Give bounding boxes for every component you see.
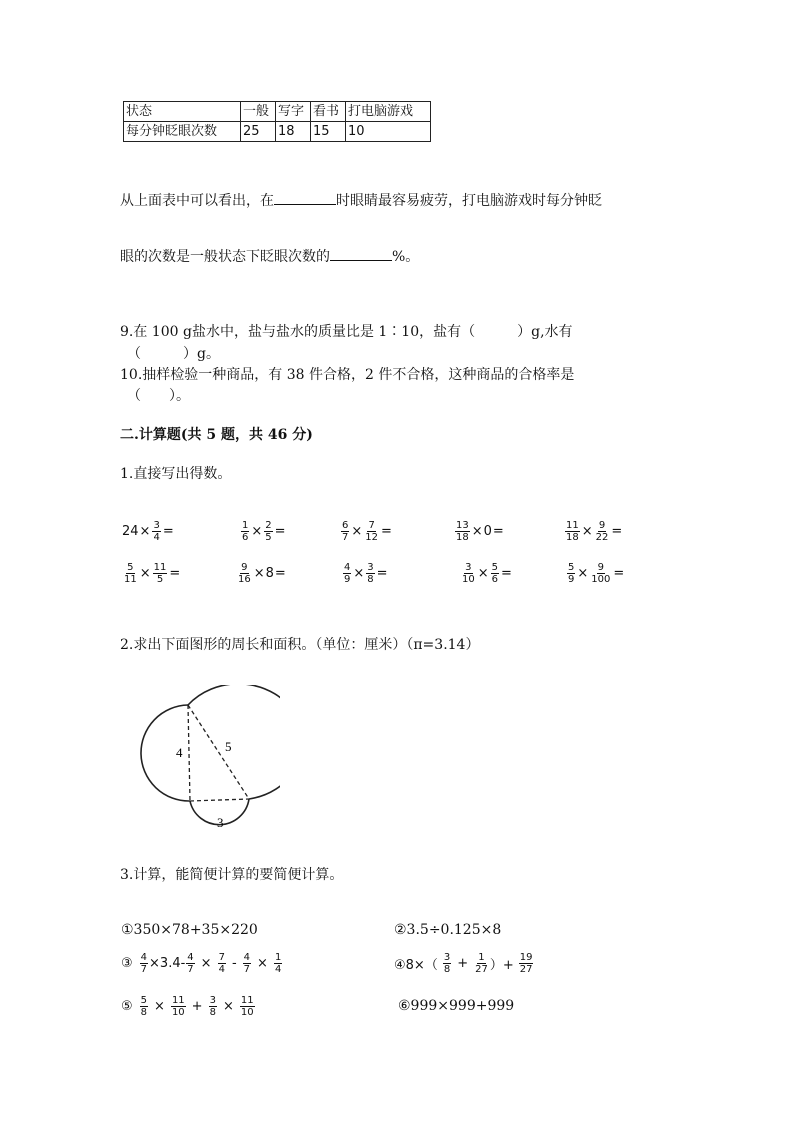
calc-item-1: ①350×78+35×220 xyxy=(121,922,258,938)
side-3-line xyxy=(190,799,249,801)
numerator: 5 xyxy=(140,995,148,1006)
large-circle-arc xyxy=(188,685,280,799)
item-marker: ⑤ xyxy=(121,999,133,1014)
numerator: 13 xyxy=(456,520,469,531)
fraction xyxy=(243,952,251,975)
number: 0 xyxy=(483,524,492,539)
numerator: 3 xyxy=(465,562,472,573)
plus-sign: + xyxy=(191,999,203,1014)
fraction xyxy=(240,995,255,1018)
times-sign: × xyxy=(477,566,489,581)
table-cell: 25 xyxy=(241,122,276,142)
denominator: 7 xyxy=(187,964,194,975)
denominator: 8 xyxy=(443,964,451,975)
expression-b3 xyxy=(342,562,389,585)
item-marker: ③ xyxy=(121,956,133,971)
fraction xyxy=(595,520,610,543)
numerator: 9 xyxy=(241,562,248,573)
fraction xyxy=(491,562,499,585)
plus-sign: + xyxy=(457,956,469,971)
fraction xyxy=(274,952,282,975)
table-cell: 18 xyxy=(276,122,311,142)
times-sign: × xyxy=(200,956,212,971)
denominator: 8 xyxy=(209,1007,216,1018)
numerator: 6 xyxy=(342,520,349,531)
expression-a5 xyxy=(564,520,623,543)
times-sign: × xyxy=(253,566,265,581)
equals-sign: = xyxy=(492,524,504,539)
fraction xyxy=(474,952,489,975)
numerator: 5 xyxy=(127,562,134,573)
geometry-figure xyxy=(120,685,280,840)
numerator: 3 xyxy=(209,995,216,1006)
fraction xyxy=(443,952,451,975)
fraction xyxy=(565,520,580,543)
calc-item-5 xyxy=(121,995,256,1018)
text-span: %。 xyxy=(392,249,420,265)
question-10-line2: （ ）。 xyxy=(127,388,190,404)
fraction xyxy=(341,520,349,543)
denominator: 7 xyxy=(342,532,349,543)
expression-b1 xyxy=(122,562,181,585)
question-9-line2: （ ）g。 xyxy=(127,346,220,362)
table-header-row xyxy=(124,102,431,122)
label-4: 4 xyxy=(176,745,183,760)
denominator: 18 xyxy=(456,532,469,543)
numerator: 19 xyxy=(519,952,533,963)
fraction xyxy=(461,562,476,585)
expression-b4 xyxy=(460,562,513,585)
question-2-title: 2.求出下面图形的周长和面积。（单位：厘米）（π=3.14） xyxy=(120,637,480,653)
times-sign: × xyxy=(139,566,151,581)
question-10-line1: 10.抽样检验一种商品，有 38 件合格，2 件不合格，这种商品的合格率是 xyxy=(120,367,575,383)
question-3-title: 3.计算，能简便计算的要简便计算。 xyxy=(120,867,344,883)
blink-table xyxy=(123,101,431,142)
denominator: 5 xyxy=(265,532,272,543)
numerator: 7 xyxy=(218,952,225,963)
fraction xyxy=(366,562,374,585)
question-9-line1: 9.在 100 g盐水中，盐与盐水的质量比是 1∶10，盐有（ ）g,水有 xyxy=(120,324,573,340)
denominator: 22 xyxy=(595,532,609,543)
denominator: 10 xyxy=(462,574,475,585)
denominator: 9 xyxy=(344,574,351,585)
label-3: 3 xyxy=(217,815,224,830)
denominator: 27 xyxy=(475,964,488,975)
fraction xyxy=(343,562,351,585)
equals-sign: = xyxy=(501,566,512,581)
fraction xyxy=(140,952,148,975)
denominator: 9 xyxy=(568,574,575,585)
table-cell: 打电脑游戏 xyxy=(346,102,431,122)
equals-sign: = xyxy=(274,566,286,581)
table-row xyxy=(124,122,431,142)
expression-a2 xyxy=(240,520,287,543)
equals-sign: = xyxy=(611,524,623,539)
calc-item-2: ②3.5÷0.125×8 xyxy=(394,922,502,938)
expression-text: ）+ xyxy=(489,958,514,973)
denominator: 5 xyxy=(156,574,164,585)
table-cell: 写字 xyxy=(276,102,311,122)
answer-blank[interactable] xyxy=(330,246,392,261)
table-cell: 每分钟眨眼次数 xyxy=(124,122,241,142)
denominator: 6 xyxy=(491,574,499,585)
expression-text: ×3.4- xyxy=(149,956,186,971)
side-5-line xyxy=(188,705,249,799)
numerator: 1 xyxy=(274,952,282,963)
numerator: 1 xyxy=(242,520,249,531)
equals-sign: = xyxy=(376,566,388,581)
side-4-line xyxy=(188,705,190,801)
fraction xyxy=(519,952,534,975)
numerator: 11 xyxy=(240,995,254,1006)
equals-sign: = xyxy=(613,566,625,581)
numerator: 2 xyxy=(265,520,272,531)
fraction xyxy=(209,995,217,1018)
fraction xyxy=(590,562,611,585)
fraction xyxy=(241,520,249,543)
fraction xyxy=(567,562,575,585)
denominator: 6 xyxy=(242,532,249,543)
denominator: 100 xyxy=(591,574,611,585)
numerator: 7 xyxy=(368,520,375,531)
numerator: 11 xyxy=(153,562,167,573)
minus-sign: - xyxy=(231,956,237,971)
equals-sign: = xyxy=(162,524,174,539)
times-sign: × xyxy=(154,999,165,1014)
numerator: 5 xyxy=(491,562,499,573)
expression-b5 xyxy=(566,562,625,585)
denominator: 4 xyxy=(274,964,282,975)
fraction xyxy=(140,995,148,1018)
times-sign: × xyxy=(257,956,268,971)
times-sign: × xyxy=(351,524,363,539)
denominator: 4 xyxy=(153,532,160,543)
expression-a4 xyxy=(454,520,505,543)
numerator: 1 xyxy=(478,952,485,963)
fraction xyxy=(186,952,194,975)
denominator: 12 xyxy=(365,532,379,543)
table-cell: 10 xyxy=(346,122,431,142)
label-5: 5 xyxy=(225,739,232,754)
denominator: 11 xyxy=(124,574,137,585)
expression-b2 xyxy=(236,562,287,585)
denominator: 8 xyxy=(367,574,374,585)
fraction xyxy=(237,562,252,585)
numerator: 4 xyxy=(243,952,251,963)
number: 8 xyxy=(265,566,274,581)
text-span: 时眼睛最容易疲劳，打电脑游戏时每分钟眨 xyxy=(336,193,602,209)
fraction xyxy=(152,520,160,543)
numerator: 4 xyxy=(344,562,351,573)
calc-item-6: ⑥999×999+999 xyxy=(398,998,515,1014)
fraction xyxy=(153,562,168,585)
table-cell: 一般 xyxy=(241,102,276,122)
numerator: 3 xyxy=(153,520,160,531)
expression-a3 xyxy=(340,520,393,543)
denominator: 10 xyxy=(240,1007,254,1018)
table-cell: 看书 xyxy=(311,102,346,122)
text-span: 眼的次数是一般状态下眨眼次数的 xyxy=(120,249,330,265)
fraction xyxy=(264,520,272,543)
fraction xyxy=(171,995,186,1018)
table-cell: 15 xyxy=(311,122,346,142)
times-sign: × xyxy=(577,566,589,581)
times-sign: × xyxy=(353,566,365,581)
table-question-line2 xyxy=(120,246,419,266)
numerator: 9 xyxy=(597,562,605,573)
text-span: 从上面表中可以看出，在 xyxy=(120,193,274,209)
denominator: 27 xyxy=(519,964,533,975)
item-marker: ④8×（ xyxy=(394,958,438,973)
question-1-title: 1.直接写出得数。 xyxy=(120,466,232,482)
fraction xyxy=(218,952,226,975)
numerator: 3 xyxy=(443,952,451,963)
calc-item-3 xyxy=(121,952,283,975)
number: 24 xyxy=(122,524,139,539)
numerator: 11 xyxy=(171,995,185,1006)
denominator: 4 xyxy=(218,964,225,975)
denominator: 8 xyxy=(140,1007,148,1018)
denominator: 18 xyxy=(566,532,579,543)
times-sign: × xyxy=(471,524,483,539)
equals-sign: = xyxy=(381,524,392,539)
left-semicircle-arc xyxy=(141,705,190,801)
numerator: 5 xyxy=(568,562,575,573)
section-title: 二.计算题(共 5 题，共 46 分) xyxy=(120,427,313,443)
calc-item-4 xyxy=(394,952,534,975)
numerator: 4 xyxy=(140,952,148,963)
numerator: 9 xyxy=(598,520,606,531)
numerator: 11 xyxy=(566,520,579,531)
times-sign: × xyxy=(581,524,593,539)
table-question-line1 xyxy=(120,190,602,210)
table-cell: 状态 xyxy=(124,102,241,122)
denominator: 10 xyxy=(171,1007,185,1018)
expression-a1 xyxy=(122,520,175,543)
denominator: 16 xyxy=(238,574,251,585)
fraction xyxy=(455,520,470,543)
equals-sign: = xyxy=(169,566,181,581)
answer-blank[interactable] xyxy=(274,190,336,205)
numerator: 4 xyxy=(187,952,194,963)
numerator: 3 xyxy=(367,562,374,573)
times-sign: × xyxy=(251,524,263,539)
times-sign: × xyxy=(139,524,151,539)
denominator: 7 xyxy=(243,964,251,975)
times-sign: × xyxy=(222,999,234,1014)
fraction xyxy=(364,520,379,543)
fraction xyxy=(123,562,138,585)
denominator: 7 xyxy=(140,964,148,975)
equals-sign: = xyxy=(274,524,286,539)
